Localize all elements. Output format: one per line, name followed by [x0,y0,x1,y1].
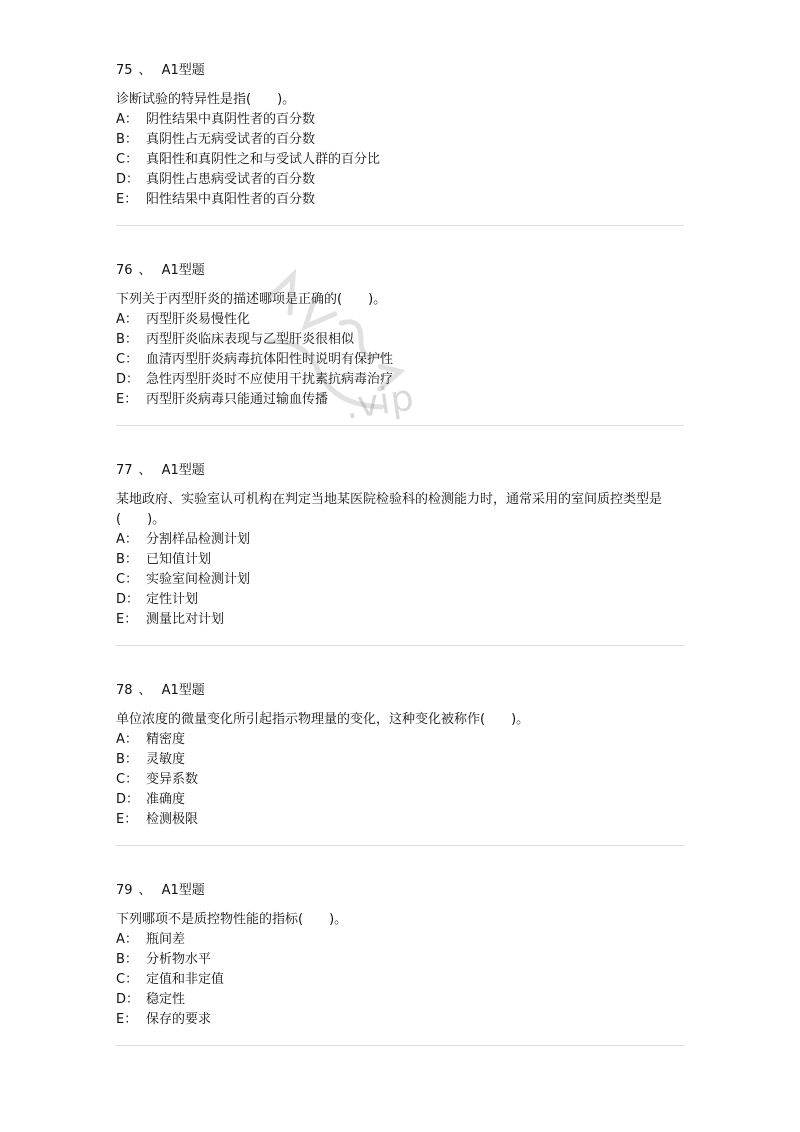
question-separator: 、 [138,63,152,78]
option-letter: B： [116,552,138,567]
question-separator: 、 [138,263,152,278]
option-letter: E： [116,392,138,407]
option-c[interactable] [116,770,684,790]
option-b[interactable] [116,550,684,570]
option-e[interactable] [116,390,684,410]
option-letter: C： [116,152,139,167]
option-list [116,310,684,410]
option-b[interactable] [116,750,684,770]
question-stem: 下列关于丙型肝炎的描述哪项是正确的( )。 [116,292,387,307]
option-a[interactable] [116,530,684,550]
option-e[interactable] [116,1010,684,1030]
question-75 [116,62,684,210]
option-letter: A： [116,932,138,947]
option-letter: C： [116,972,139,987]
option-text: 灵敏度 [146,752,186,767]
option-text: 已知值计划 [146,552,212,567]
question-separator: 、 [138,883,152,898]
option-b[interactable] [116,130,684,150]
option-letter: B： [116,952,138,967]
option-a[interactable] [116,310,684,330]
question-divider [116,225,684,226]
question-divider [116,425,684,426]
option-text: 阴性结果中真阴性者的百分数 [146,112,316,127]
option-c[interactable] [116,570,684,590]
option-a[interactable] [116,930,684,950]
option-d[interactable] [116,170,684,190]
option-text: 血清丙型肝炎病毒抗体阳性时说明有保护性 [146,352,394,367]
option-b[interactable] [116,330,684,350]
question-number: 79 [116,883,133,898]
question-divider [116,645,684,646]
question-divider [116,845,684,846]
option-letter: D： [116,372,140,387]
option-text: 真阴性占无病受试者的百分数 [146,132,316,147]
question-stem: 单位浓度的微量变化所引起指示物理量的变化，这种变化被称作( )。 [116,712,530,727]
option-a[interactable] [116,110,684,130]
option-c[interactable] [116,350,684,370]
option-text: 真阴性占患病受试者的百分数 [146,172,316,187]
option-letter: E： [116,1012,138,1027]
question-type: A1型题 [161,263,205,278]
question-stem: 下列哪项不是质控物性能的指标( )。 [116,912,348,927]
question-header [116,462,684,480]
watermark-text: .vip [342,377,418,428]
option-list [116,110,684,210]
option-text: 实验室间检测计划 [146,572,251,587]
option-text: 丙型肝炎易慢性化 [146,312,251,327]
option-d[interactable] [116,590,684,610]
option-e[interactable] [116,810,684,830]
option-letter: B： [116,752,138,767]
option-text: 瓶间差 [146,932,186,947]
option-e[interactable] [116,190,684,210]
question-stem: 诊断试验的特异性是指( )。 [116,92,296,107]
option-b[interactable] [116,950,684,970]
option-text: 定性计划 [146,592,199,607]
option-letter: A： [116,312,138,327]
question-header [116,262,684,280]
option-text: 变异系数 [146,772,199,787]
question-type: A1型题 [161,683,205,698]
option-list [116,730,684,830]
document-page [116,0,684,1132]
option-d[interactable] [116,990,684,1010]
option-d[interactable] [116,790,684,810]
question-number: 78 [116,683,133,698]
option-letter: D： [116,992,140,1007]
question-77 [116,462,684,630]
option-text: 丙型肝炎临床表现与乙型肝炎很相似 [146,332,355,347]
question-header [116,62,684,80]
question-separator: 、 [138,683,152,698]
question-separator: 、 [138,463,152,478]
option-text: 稳定性 [146,992,186,1007]
option-text: 丙型肝炎病毒只能通过输血传播 [146,392,329,407]
option-letter: A： [116,732,138,747]
question-76 [116,262,684,410]
option-text: 急性丙型肝炎时不应使用干扰素抗病毒治疗 [146,372,394,387]
question-stem: 某地政府、实验室认可机构在判定当地某医院检验科的检测能力时，通常采用的室间质控类型是( )。 [116,492,663,527]
question-79 [116,882,684,1030]
option-text: 保存的要求 [146,1012,212,1027]
option-letter: C： [116,772,139,787]
option-text: 测量比对计划 [146,612,225,627]
question-type: A1型题 [161,63,205,78]
option-letter: E： [116,812,138,827]
option-text: 精密度 [146,732,186,747]
option-letter: D： [116,172,140,187]
option-letter: E： [116,612,138,627]
option-letter: B： [116,332,138,347]
option-letter: D： [116,592,140,607]
option-letter: C： [116,352,139,367]
option-e[interactable] [116,610,684,630]
option-letter: B： [116,132,138,147]
question-type: A1型题 [161,883,205,898]
question-number: 76 [116,263,133,278]
option-text: 准确度 [146,792,186,807]
option-letter: A： [116,532,138,547]
question-divider [116,1045,684,1046]
option-a[interactable] [116,730,684,750]
option-text: 分割样品检测计划 [146,532,251,547]
question-header [116,682,684,700]
option-text: 真阳性和真阴性之和与受试人群的百分比 [146,152,381,167]
option-letter: A： [116,112,138,127]
option-text: 分析物水平 [146,952,212,967]
question-type: A1型题 [161,463,205,478]
option-letter: C： [116,572,139,587]
option-letter: E： [116,192,138,207]
question-78 [116,682,684,830]
option-c[interactable] [116,150,684,170]
option-list [116,930,684,1030]
question-header [116,882,684,900]
option-d[interactable] [116,370,684,390]
option-text: 检测极限 [146,812,199,827]
question-number: 75 [116,63,133,78]
option-letter: D： [116,792,140,807]
option-text: 阳性结果中真阳性者的百分数 [146,192,316,207]
option-text: 定值和非定值 [146,972,225,987]
question-number: 77 [116,463,133,478]
option-list [116,530,684,630]
option-c[interactable] [116,970,684,990]
